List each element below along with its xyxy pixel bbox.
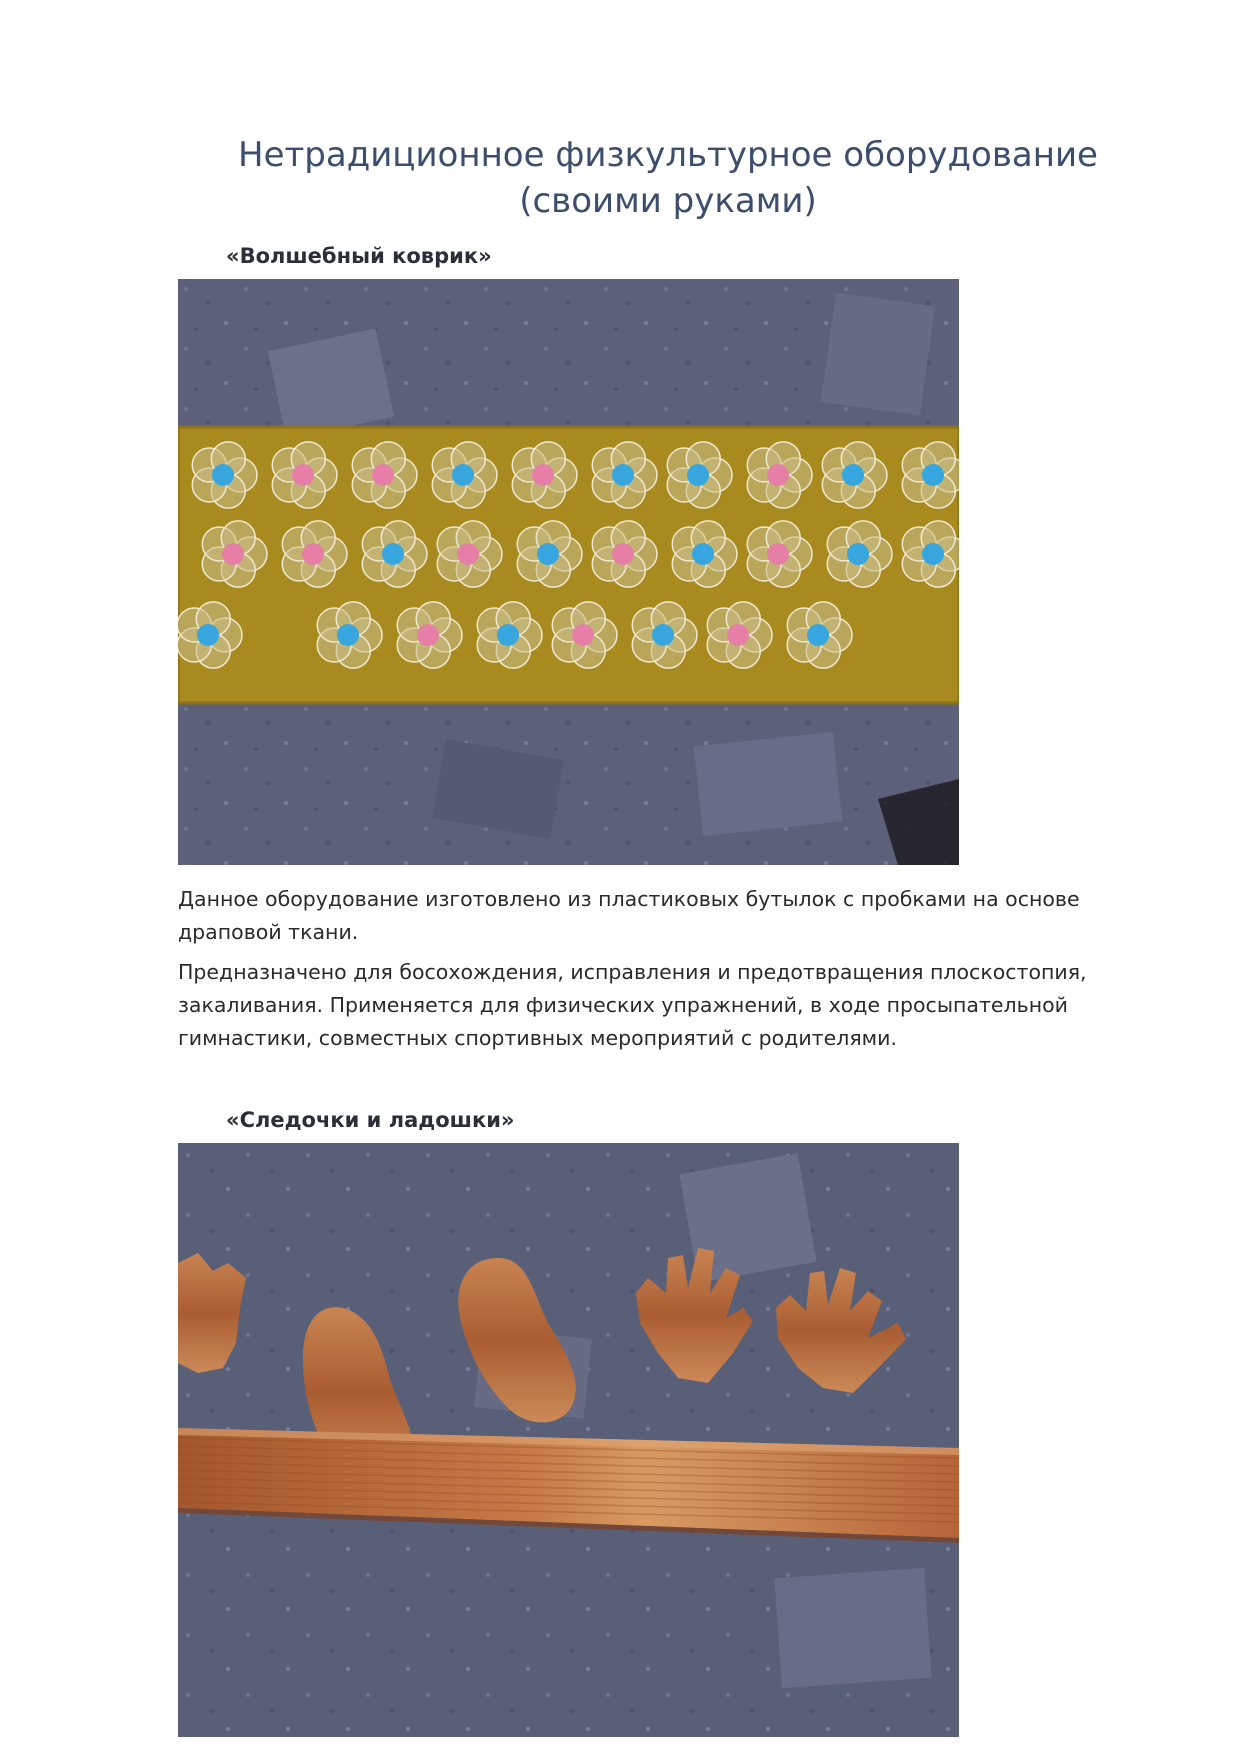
section-heading-footprints-palms: «Следочки и ладошки» bbox=[226, 1108, 515, 1132]
photo-footprints-palms bbox=[178, 1143, 959, 1737]
photo-magic-mat bbox=[178, 279, 959, 865]
paragraph-purpose: Предназначено для босохождения, исправления и предотвращения плоскостопия, закаливания. Применяется для физических упражнений, в ходе просыпательной гимнастики, совместных спортивных мероприятий с родителями. bbox=[178, 960, 1087, 1050]
section-heading-magic-mat: «Волшебный коврик» bbox=[226, 244, 492, 268]
title-line-1: Нетрадиционное физкультурное оборудование bbox=[238, 135, 1098, 175]
title-line-2: (своими руками) bbox=[519, 181, 817, 221]
page-title bbox=[178, 132, 1158, 224]
paragraph-material: Данное оборудование изготовлено из пластиковых бутылок с пробками на основе драповой ткани. bbox=[178, 887, 1080, 944]
